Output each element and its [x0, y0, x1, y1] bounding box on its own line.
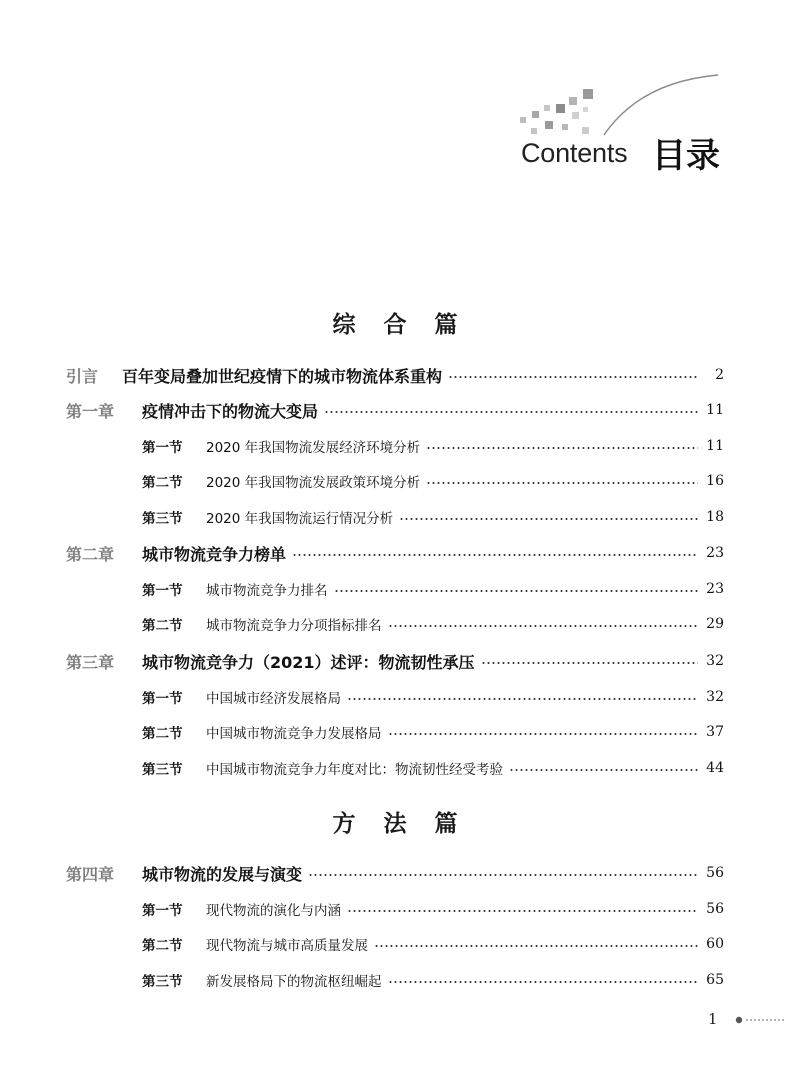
entry-page: 11 — [706, 402, 724, 418]
entry-page: 29 — [706, 616, 724, 632]
entry-title: 新发展格局下的物流枢纽崛起 — [206, 974, 382, 990]
entry-page: 18 — [706, 509, 724, 525]
entry-page: 2 — [715, 367, 724, 383]
part-title-methods: 方 法 篇 — [332, 810, 458, 837]
entry-label: 第三章 — [66, 652, 115, 672]
entry-label: 第二节 — [142, 726, 183, 742]
entry-title: 城市物流竞争力分项指标排名 — [206, 618, 382, 634]
entry-title: 城市物流的发展与演变 — [142, 864, 303, 884]
entry-label: 第二章 — [66, 544, 115, 564]
entry-title: 2020 年我国物流发展政策环境分析 — [206, 475, 421, 491]
entry-title: 现代物流的演化与内涵 — [206, 903, 341, 919]
entry-title: 中国城市物流竞争力年度对比：物流韧性经受考验 — [206, 762, 503, 778]
entry-title: 中国城市经济发展格局 — [206, 691, 341, 707]
entry-label: 第三节 — [142, 762, 183, 778]
entry-title: 中国城市物流竞争力发展格局 — [206, 726, 382, 742]
entry-label: 第三节 — [142, 974, 183, 990]
entry-title: 百年变局叠加世纪疫情下的城市物流体系重构 — [122, 366, 443, 386]
entry-label: 引言 — [66, 366, 99, 386]
page-number: 1 — [708, 1010, 718, 1028]
entry-label: 第一节 — [142, 903, 183, 919]
entry-page: 56 — [706, 901, 724, 917]
entry-page: 60 — [706, 936, 724, 952]
entry-label: 第二节 — [142, 938, 183, 954]
entry-page: 37 — [706, 724, 724, 740]
contents-title-en: Contents — [521, 138, 628, 168]
entry-title: 城市物流竞争力（2021）述评：物流韧性承压 — [142, 652, 475, 672]
entry-label: 第一节 — [142, 440, 183, 456]
entry-page: 32 — [706, 653, 724, 669]
contents-title-cn: 目录 — [652, 136, 720, 176]
entry-title: 城市物流竞争力榜单 — [142, 544, 287, 564]
entry-page: 56 — [706, 865, 724, 881]
entry-page: 23 — [706, 545, 724, 561]
entry-label: 第一章 — [66, 401, 115, 421]
entry-page: 23 — [706, 581, 724, 597]
entry-page: 11 — [706, 438, 724, 454]
entry-page: 44 — [706, 760, 724, 776]
entry-title: 现代物流与城市高质量发展 — [206, 938, 368, 954]
entry-page: 32 — [706, 689, 724, 705]
entry-title: 城市物流竞争力排名 — [206, 583, 328, 599]
entry-label: 第二节 — [142, 475, 183, 491]
entry-page: 16 — [706, 473, 724, 489]
entry-label: 第一节 — [142, 691, 183, 707]
entry-title: 疫情冲击下的物流大变局 — [142, 401, 319, 421]
entry-title: 2020 年我国物流发展经济环境分析 — [206, 440, 421, 456]
entry-label: 第一节 — [142, 583, 183, 599]
entry-label: 第三节 — [142, 511, 183, 527]
entry-title: 2020 年我国物流运行情况分析 — [206, 511, 394, 527]
entry-label: 第二节 — [142, 618, 183, 634]
entry-label: 第四章 — [66, 864, 115, 884]
entry-page: 65 — [706, 972, 724, 988]
part-title-comprehensive: 综 合 篇 — [332, 311, 458, 338]
